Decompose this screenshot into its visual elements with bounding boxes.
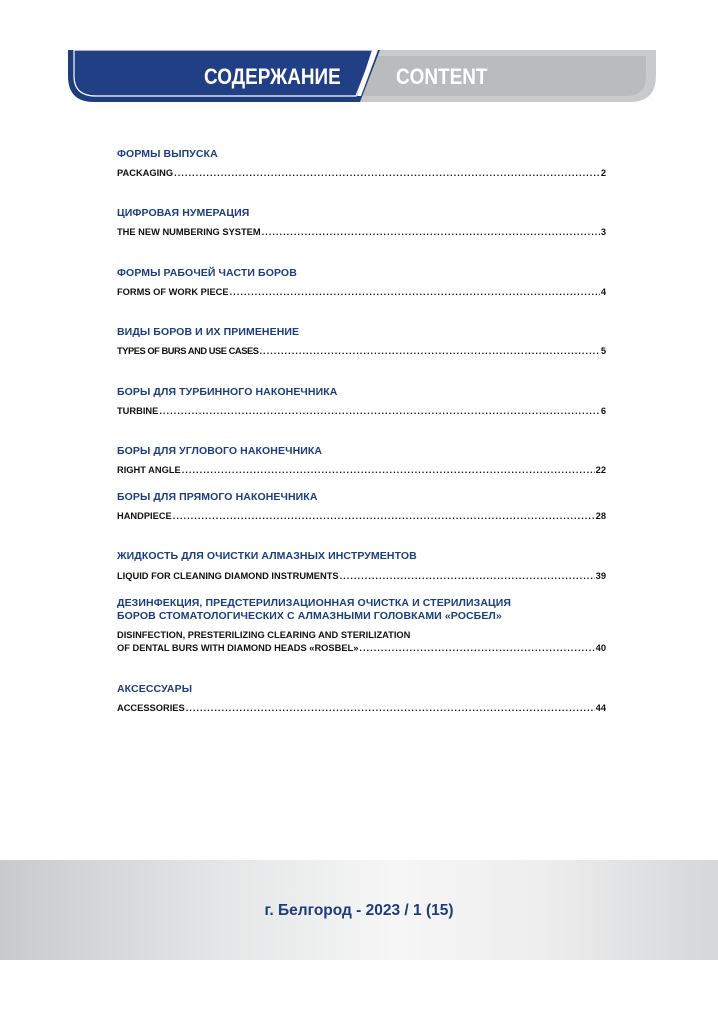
toc-entry-label: PACKAGING	[117, 168, 174, 178]
toc-page-number: 22	[595, 465, 606, 475]
leader-dots	[174, 168, 600, 178]
footer-city-year: г. Белгород - 2023 / 1 (15)	[264, 902, 454, 919]
toc-heading-disinfection-line2: БОРОВ СТОМАТОЛОГИЧЕСКИХ С АЛМАЗНЫМИ ГОЛОВКАМИ «РОСБЕЛ»	[117, 610, 502, 622]
toc-page-number: 40	[595, 643, 606, 653]
toc-heading-turbine: БОРЫ ДЛЯ ТУРБИННОГО НАКОНЕЧНИКА	[117, 386, 338, 398]
header-banner	[68, 50, 656, 102]
toc-entry-accessories[interactable]	[117, 703, 606, 713]
toc-heading-handpiece: БОРЫ ДЛЯ ПРЯМОГО НАКОНЕЧНИКА	[117, 491, 318, 503]
toc-entry-liquid[interactable]	[117, 571, 606, 581]
toc-page-number: 6	[600, 406, 606, 416]
toc-page-number: 5	[600, 346, 606, 356]
toc-entry-label: HANDPIECE	[117, 511, 172, 521]
toc-page-number: 28	[595, 511, 606, 521]
leader-dots	[340, 571, 595, 581]
toc-entry-label: OF DENTAL BURS WITH DIAMOND HEADS «ROSBEL»	[117, 643, 359, 653]
footer-band	[0, 860, 718, 960]
header-title-ru: СОДЕРЖАНИЕ	[204, 64, 341, 89]
toc-heading-numbering: ЦИФРОВАЯ НУМЕРАЦИЯ	[117, 207, 250, 219]
toc-heading-disinfection-line1: ДЕЗИНФЕКЦИЯ, ПРЕДСТЕРИЛИЗАЦИОННАЯ ОЧИСТКА И СТЕРИЛИЗАЦИЯ	[117, 597, 512, 609]
leader-dots	[182, 465, 595, 475]
toc-heading-packaging: ФОРМЫ ВЫПУСКА	[117, 148, 218, 160]
toc-entry-label: TYPES OF BURS AND USE CASES	[117, 346, 259, 356]
leader-dots	[186, 703, 595, 713]
toc-entry-label: LIQUID FOR CLEANING DIAMOND INSTRUMENTS	[117, 571, 339, 581]
toc-heading-liquid: ЖИДКОСТЬ ДЛЯ ОЧИСТКИ АЛМАЗНЫХ ИНСТРУМЕНТОВ	[117, 550, 417, 562]
toc-entry-turbine[interactable]	[117, 406, 606, 416]
toc-entry-packaging[interactable]	[117, 168, 606, 178]
toc-entry-forms[interactable]	[117, 287, 606, 297]
toc-entry-disinfection-line1: DISINFECTION, PRESTERILIZING CLEARING AND STERILIZATION	[117, 630, 411, 640]
toc-page-number: 4	[600, 287, 606, 297]
leader-dots	[173, 511, 595, 521]
leader-dots	[159, 406, 600, 416]
header-banner-shape	[68, 50, 656, 102]
toc-entry-right-angle[interactable]	[117, 465, 606, 475]
leader-dots	[259, 346, 599, 356]
toc-entry-label: RIGHT ANGLE	[117, 465, 181, 475]
leader-dots	[262, 227, 600, 237]
leader-dots	[359, 643, 594, 653]
toc-entry-label: THE NEW NUMBERING SYSTEM	[117, 227, 261, 237]
toc-heading-right-angle: БОРЫ ДЛЯ УГЛОВОГО НАКОНЕЧНИКА	[117, 445, 323, 457]
header-title-en: CONTENT	[396, 64, 488, 89]
toc-entry-types[interactable]	[117, 346, 606, 356]
toc-entry-label: FORMS OF WORK PIECE	[117, 287, 229, 297]
toc-heading-types: ВИДЫ БОРОВ И ИХ ПРИМЕНЕНИЕ	[117, 326, 300, 338]
toc-page-number: 2	[600, 168, 606, 178]
toc-entry-label: TURBINE	[117, 406, 159, 416]
toc-entry-disinfection[interactable]	[117, 643, 606, 653]
leader-dots	[230, 287, 600, 297]
toc-entry-label: ACCESSORIES	[117, 703, 185, 713]
toc-heading-accessories: АКСЕССУАРЫ	[117, 683, 193, 695]
toc-heading-forms: ФОРМЫ РАБОЧЕЙ ЧАСТИ БОРОВ	[117, 267, 297, 279]
toc-page-number: 3	[600, 227, 606, 237]
toc-page-number: 44	[595, 703, 606, 713]
toc-entry-handpiece[interactable]	[117, 511, 606, 521]
toc-page-number: 39	[595, 571, 606, 581]
toc-entry-numbering[interactable]	[117, 227, 606, 237]
